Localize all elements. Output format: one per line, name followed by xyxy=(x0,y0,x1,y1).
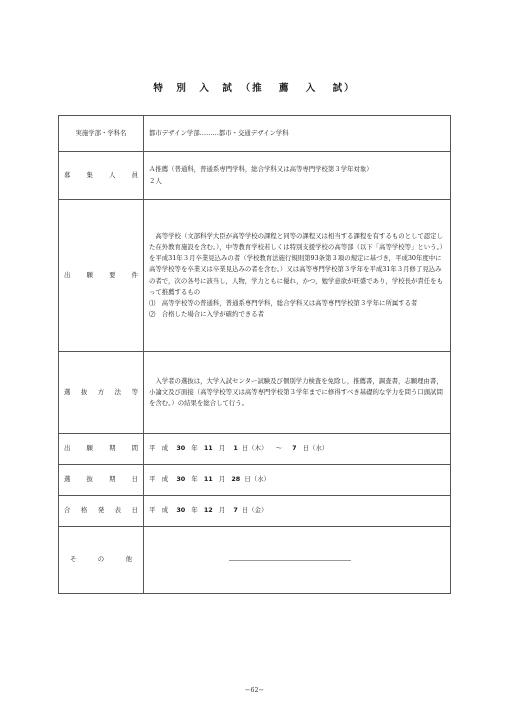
row-recruitment xyxy=(59,152,451,200)
label-selection-date-spaced: 選 抜 期 日 xyxy=(64,475,138,484)
eligibility-item-2: ⑵ 合格した場合に入学が確約できる者 xyxy=(149,310,265,319)
end-day-unit: 日（水） xyxy=(302,444,329,453)
value-department: 都市デザイン学部………都市・交通デザイン学科 xyxy=(144,116,451,152)
label-recruitment-spaced: 募 集 人 員 xyxy=(64,170,138,179)
label-selection-date xyxy=(59,465,144,496)
label-announcement-spaced: 合 格 発 表 日 xyxy=(64,506,138,515)
month: 12 xyxy=(203,506,213,515)
year: 30 xyxy=(176,444,186,453)
label-application-period xyxy=(59,434,144,465)
value-selection-date xyxy=(144,465,451,496)
day-unit: 日（水） xyxy=(244,475,270,484)
admission-info-table xyxy=(58,115,451,594)
label-announcement xyxy=(59,496,144,527)
selection-method-text: 入学者の選抜は，大学入試センター試験及び個別学力検査を免除し，推薦書，調査書，志願理由書，小論文及び面接（高等学校等又は高等専門学校第３学年までに修得すべき基礎的な学力を問う口頭試問を含む。）の結果を総合して行う。 xyxy=(149,376,443,408)
day-unit: 日（金） xyxy=(241,506,268,515)
row-selection-method xyxy=(59,352,451,434)
label-recruitment xyxy=(59,152,144,200)
end-day: 7 xyxy=(292,444,297,453)
value-other xyxy=(144,527,451,594)
label-department: 実施学部・学科名 xyxy=(59,116,144,152)
month: 11 xyxy=(203,475,213,484)
page-number: −62− xyxy=(244,686,265,694)
label-other xyxy=(59,527,144,594)
value-recruitment xyxy=(144,152,451,200)
value-eligibility xyxy=(144,200,451,352)
label-selection-method xyxy=(59,352,144,434)
year-unit: 年 xyxy=(191,475,198,484)
month-unit: 月 xyxy=(218,506,226,515)
recruitment-type: Ａ推薦（普通科，普通系専門学科，総合学科又は高等専門学校第３学年対象） xyxy=(149,165,373,174)
label-eligibility-spaced: 出 願 要 件 xyxy=(64,270,138,279)
row-other xyxy=(59,527,451,594)
row-announcement xyxy=(59,496,451,527)
month-unit: 月 xyxy=(218,475,226,484)
value-announcement xyxy=(144,496,451,527)
page-title: 特 別 入 試 （推 薦 入 試） xyxy=(153,83,356,94)
era: 平 成 xyxy=(149,444,169,453)
eligibility-paragraph: 高等学校（文部科学大臣が高等学校の課程と同等の課程又は相当する課程を有するものとして認定した在外教育施設を含む。），中等教育学校若しくは特別支援学校の高等部（以下「高等学校等」という。）を平成31年３月卒業見込みの者（学校教育法施行規則第93条第３項の規定に基づき，平成30年度中に高等学校等を卒業又は卒業見込みの者を含む。）又は高等専門学校第３学年を平成31年３月修了見込みの者で，次の各号に該当し，人物，学力ともに優れ，かつ，勉学意欲が旺盛であり，学校長が責任をもって推薦するもの xyxy=(149,231,443,296)
row-department xyxy=(59,116,451,152)
row-eligibility xyxy=(59,200,451,352)
value-selection-method xyxy=(144,352,451,434)
year: 30 xyxy=(176,475,186,484)
start-day: 1 xyxy=(233,444,238,453)
era: 平 成 xyxy=(149,506,169,515)
range-tilde: ～ xyxy=(275,444,282,453)
day: 28 xyxy=(231,475,241,484)
label-eligibility xyxy=(59,200,144,352)
blank-rule xyxy=(229,560,351,561)
row-application-period xyxy=(59,434,451,465)
day: 7 xyxy=(233,506,238,515)
row-selection-date xyxy=(59,465,451,496)
label-other-spaced: そ の 他 xyxy=(70,555,132,564)
year: 30 xyxy=(176,506,186,515)
label-application-period-spaced: 出 願 期 間 xyxy=(64,444,138,453)
label-selection-method-spaced: 選 抜 方 法 等 xyxy=(64,387,138,396)
month-unit: 月 xyxy=(218,444,226,453)
start-day-unit: 日（木） xyxy=(241,444,268,453)
value-application-period xyxy=(144,434,451,465)
eligibility-item-1: ⑴ 高等学校等の普通科，普通系専門学科，総合学科又は高等専門学校第３学年に所属する者 xyxy=(149,298,418,307)
era: 平 成 xyxy=(149,475,169,484)
recruitment-count: ２人 xyxy=(149,176,162,185)
year-unit: 年 xyxy=(191,444,198,453)
month: 11 xyxy=(203,444,213,453)
year-unit: 年 xyxy=(191,506,198,515)
